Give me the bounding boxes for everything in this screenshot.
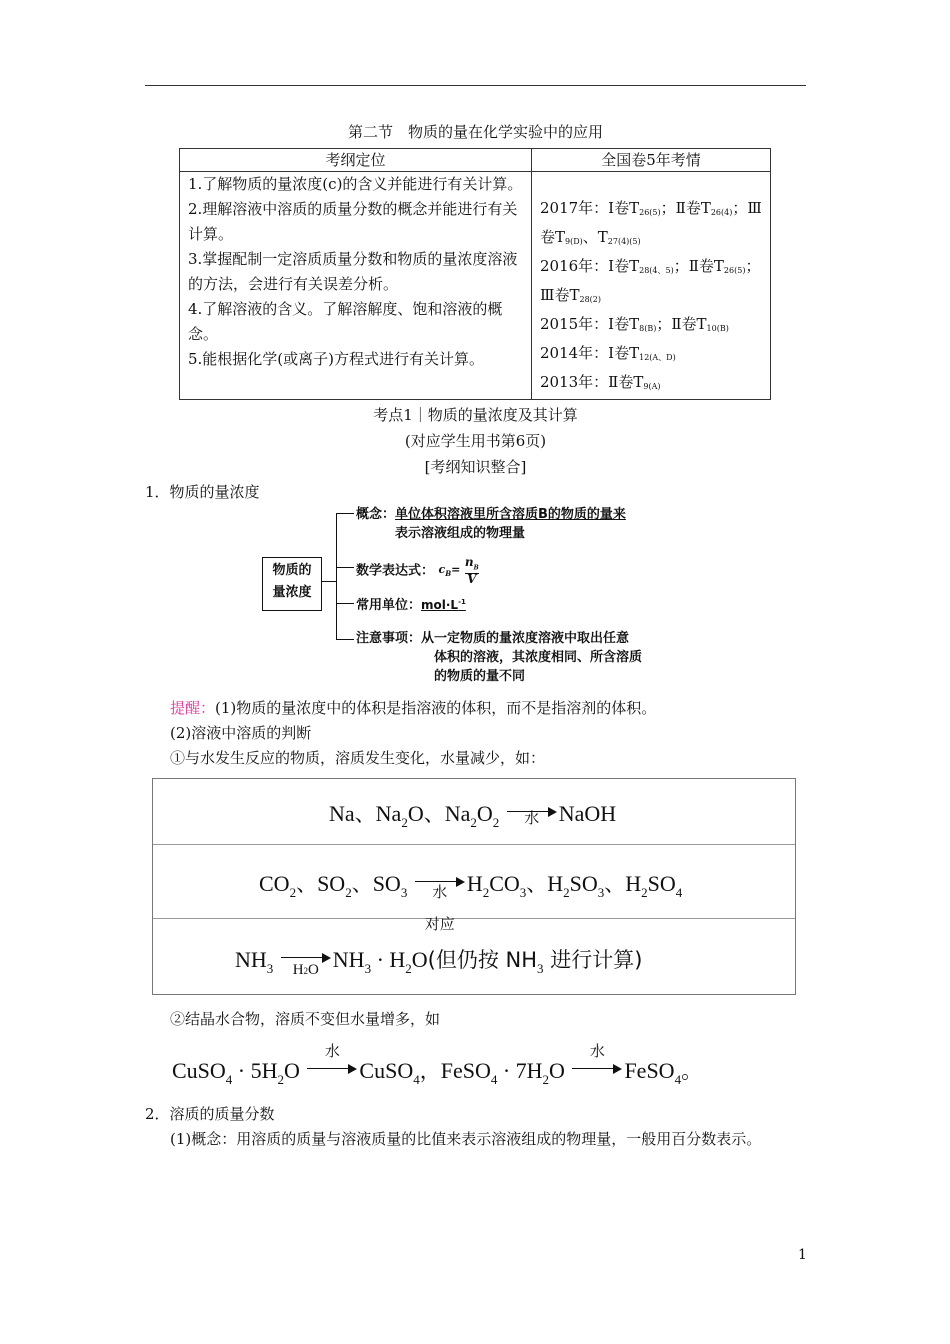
equation-row-1: Na、$Na_2O$、$Na_2O_2$ 水 NaOH xyxy=(153,779,795,845)
diagram-connector xyxy=(322,581,336,582)
col-header-outline: 考纲定位 xyxy=(180,149,532,172)
diagram-root: 物质的 量浓度 xyxy=(262,557,322,611)
diagram-branch xyxy=(336,513,354,514)
equation-row-2: $CO_2$、$SO_2$、$SO_3$ 水 对应 $H_2CO_3$、$H_2SO_3$、$H_2SO_4$ xyxy=(153,845,795,919)
diagram-branch xyxy=(336,639,354,640)
history-2015: 2015年：Ⅰ卷$T_{8(B)}$；Ⅱ卷$T_{10(B)}$ xyxy=(540,315,729,333)
history-2013: 2013年：Ⅱ卷$T_{9(A)}$ xyxy=(540,373,661,391)
history-2014: 2014年：Ⅰ卷$T_{12(A、D)}$ xyxy=(540,344,676,362)
section2-heading: 2．溶质的质量分数 xyxy=(145,1105,275,1123)
diagram-spine xyxy=(336,513,337,639)
reaction-arrow: 水 xyxy=(307,1062,357,1076)
reminder-label: 提醒： xyxy=(170,699,216,717)
section1-heading: 1．物质的量浓度 xyxy=(145,483,260,501)
objective-item: 3.掌握配制一定溶质质量分数和物质的量浓度溶液的方法，会进行有关误差分析。 xyxy=(188,250,518,293)
history-2016: 2016年：Ⅰ卷$T_{28(4、5)}$；Ⅱ卷$T_{26(5)}$；Ⅲ卷$T_{28(2)}$ xyxy=(540,257,761,304)
point-2-2: ②结晶水合物，溶质不变但水量增多，如 xyxy=(170,1010,441,1028)
diagram-formula: 数学表达式： $c_B=$ $\frac{n_B}{V}$ xyxy=(356,555,479,587)
kaodian-ref: (对应学生用书第6页) xyxy=(404,432,547,450)
reaction-arrow: 水 对应 xyxy=(415,875,465,889)
exam-table xyxy=(179,148,771,400)
objective-item: 5.能根据化学(或离子)方程式进行有关计算。 xyxy=(188,350,485,368)
col-header-history: 全国卷5年考情 xyxy=(532,149,771,172)
diagram-branch xyxy=(336,603,354,604)
reaction-arrow: 水 xyxy=(572,1062,622,1076)
diagram-branch xyxy=(336,567,354,568)
reminder: 提醒：(1)物质的量浓度中的体积是指溶液的体积，而不是指溶剂的体积。 xyxy=(170,699,657,717)
page-number: 1 xyxy=(798,1247,807,1263)
objective-item: 2.理解溶液中溶质的质量分数的概念并能进行有关计算。 xyxy=(188,200,518,243)
hydrate-equation: CuSO$_4$ · $5H_2O$ 水 CuSO$_4$，FeSO$_4$ · $7H_2O$ 水 FeSO$_4$。 xyxy=(172,1042,703,1087)
concept-diagram xyxy=(262,505,702,690)
kaodian-title: 考点1｜物质的量浓度及其计算 xyxy=(373,406,578,424)
page-title: 第二节 物质的量在化学实验中的应用 xyxy=(347,123,603,141)
objective-item: 4.了解溶液的含义。了解溶解度、饱和溶液的概念。 xyxy=(188,300,503,343)
objective-item: 1.了解物质的量浓度(c)的含义并能进行有关计算。 xyxy=(188,175,523,193)
point-2-1: ①与水发生反应的物质，溶质发生变化，水量减少，如： xyxy=(170,749,546,767)
header-rule xyxy=(145,85,806,86)
kaodian-section: [考纲知识整合] xyxy=(424,458,527,476)
equation-box xyxy=(152,778,796,995)
reaction-arrow: 水 xyxy=(507,805,557,819)
objectives-cell xyxy=(180,172,532,400)
point-2: (2)溶液中溶质的判断 xyxy=(170,724,312,742)
diagram-concept: 概念：单位体积溶液里所含溶质B的物质的量来 表示溶液组成的物理量 xyxy=(356,507,626,541)
diagram-note: 注意事项：从一定物质的量浓度溶液中取出任意 体积的溶液，其浓度相同、所含溶质 的物质的量不同 xyxy=(356,631,643,684)
diagram-unit: 常用单位：$mol\cdot L^{-1}$ xyxy=(356,598,466,613)
reaction-arrow: H2O xyxy=(281,951,331,965)
equation-row-3: $NH_3$ H2O $NH_3 \cdot H_2O$(但仍按 $NH_3$ 进行计算) xyxy=(235,947,643,978)
section2-concept: (1)概念：用溶质的质量与溶液质量的比值来表示溶液组成的物理量，一般用百分数表示。 xyxy=(170,1130,762,1148)
history-cell xyxy=(532,172,771,400)
history-2017: 2017年：Ⅰ卷$T_{26(5)}$；Ⅱ卷$T_{26(4)}$；Ⅲ卷$T_{9(D)}$、$T_{27(4)(5)}$ xyxy=(540,199,762,246)
